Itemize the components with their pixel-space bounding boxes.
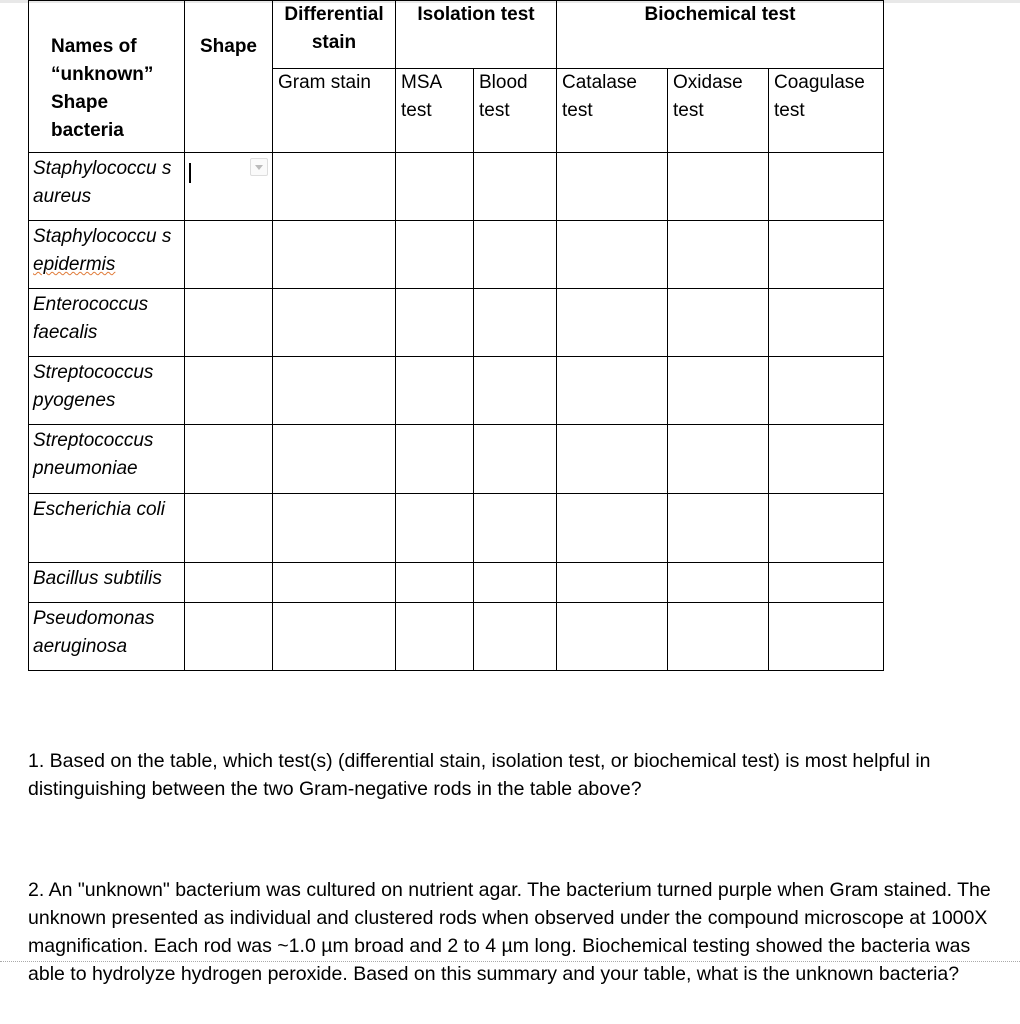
shape-cell[interactable] [185,153,273,221]
table-row [29,289,884,357]
shape-cell[interactable] [185,425,273,494]
cell[interactable] [769,494,884,563]
cell[interactable] [769,289,884,357]
cell[interactable] [396,357,474,425]
cell[interactable] [557,494,668,563]
cell[interactable] [474,494,557,563]
cell[interactable] [273,494,396,563]
cell[interactable] [396,563,474,603]
cell[interactable] [474,425,557,494]
cell[interactable] [769,425,884,494]
cell[interactable] [474,153,557,221]
bacteria-name: Streptococcus pyogenes [29,357,185,425]
cell[interactable] [273,563,396,603]
shape-cell[interactable] [185,603,273,671]
cell[interactable] [273,357,396,425]
cell[interactable] [273,153,396,221]
cell[interactable] [668,221,769,289]
cell[interactable] [668,289,769,357]
header-names: Names of “unknown” Shape bacteria [29,1,185,153]
header-oxidase-test: Oxidase test [668,69,769,153]
misspelled-word: epidermis [33,254,116,275]
shape-cell[interactable] [185,357,273,425]
cell[interactable] [668,153,769,221]
cell[interactable] [396,221,474,289]
header-differential-stain: Differential stain [273,1,396,69]
table-row [29,563,884,603]
name-part: Staphylococcu s [33,226,172,247]
cell[interactable] [273,289,396,357]
cell[interactable] [474,357,557,425]
cell[interactable] [396,153,474,221]
cell[interactable] [668,425,769,494]
cell[interactable] [396,289,474,357]
bacteria-name: Bacillus subtilis [29,563,185,603]
cell[interactable] [396,494,474,563]
shape-cell[interactable] [185,563,273,603]
header-msa-test: MSA test [396,69,474,153]
header-isolation-test: Isolation test [396,1,557,69]
question-2: 2. An "unknown" bacterium was cultured on nutrient agar. The bacterium turned purple when Gram stained. The unknown presented as individual and clustered rods when observed under the compound microscope at 1000X magnification. Each rod was ~1.0 µm broad and 2 to 4 µm long. Biochemical testing showed the bacteria was able to hydrolyze hydrogen peroxide. Based on this summary and your table, what is the unknown bacteria? [28,879,991,985]
cell[interactable] [668,603,769,671]
cell[interactable] [557,289,668,357]
cell[interactable] [273,425,396,494]
cell[interactable] [769,603,884,671]
cell[interactable] [273,221,396,289]
cell[interactable] [474,563,557,603]
cell[interactable] [396,425,474,494]
bacteria-name: Escherichia coli [29,494,185,563]
cell[interactable] [557,153,668,221]
header-gram-stain: Gram stain [273,69,396,153]
table-row [29,221,884,289]
dropdown-icon[interactable] [250,158,268,176]
cell[interactable] [474,603,557,671]
table-row [29,494,884,563]
shape-cell[interactable] [185,221,273,289]
cell[interactable] [557,425,668,494]
cell[interactable] [474,221,557,289]
table-row [29,357,884,425]
text-cursor [189,163,191,183]
cell[interactable] [557,221,668,289]
bacteria-name [29,221,185,289]
header-coagulase-test: Coagulase test [769,69,884,153]
cell[interactable] [769,221,884,289]
bacteria-name: Streptococcus pneumoniae [29,425,185,494]
bacteria-name: Staphylococcu s aureus [29,153,185,221]
cell[interactable] [557,603,668,671]
question-1: 1. Based on the table, which test(s) (differential stain, isolation test, or biochemical test) is most helpful in distinguishing between the two Gram-negative rods in the table above? [28,750,931,800]
header-catalase-test: Catalase test [557,69,668,153]
cell[interactable] [769,153,884,221]
cell[interactable] [668,494,769,563]
shape-cell[interactable] [185,289,273,357]
bacteria-name: Pseudomonas aeruginosa [29,603,185,671]
cell[interactable] [474,289,557,357]
header-blood-test: Blood test [474,69,557,153]
cell[interactable] [769,357,884,425]
cell[interactable] [396,603,474,671]
table-row [29,603,884,671]
cell[interactable] [273,603,396,671]
header-shape: Shape [185,1,273,153]
cell[interactable] [557,357,668,425]
cell[interactable] [668,563,769,603]
page-break-line [0,961,1020,962]
bacteria-name: Enterococcus faecalis [29,289,185,357]
header-biochemical-test: Biochemical test [557,1,884,69]
bacteria-table [28,0,884,671]
shape-cell[interactable] [185,494,273,563]
table-row [29,425,884,494]
cell[interactable] [557,563,668,603]
table-row [29,153,884,221]
cell[interactable] [769,563,884,603]
cell[interactable] [668,357,769,425]
